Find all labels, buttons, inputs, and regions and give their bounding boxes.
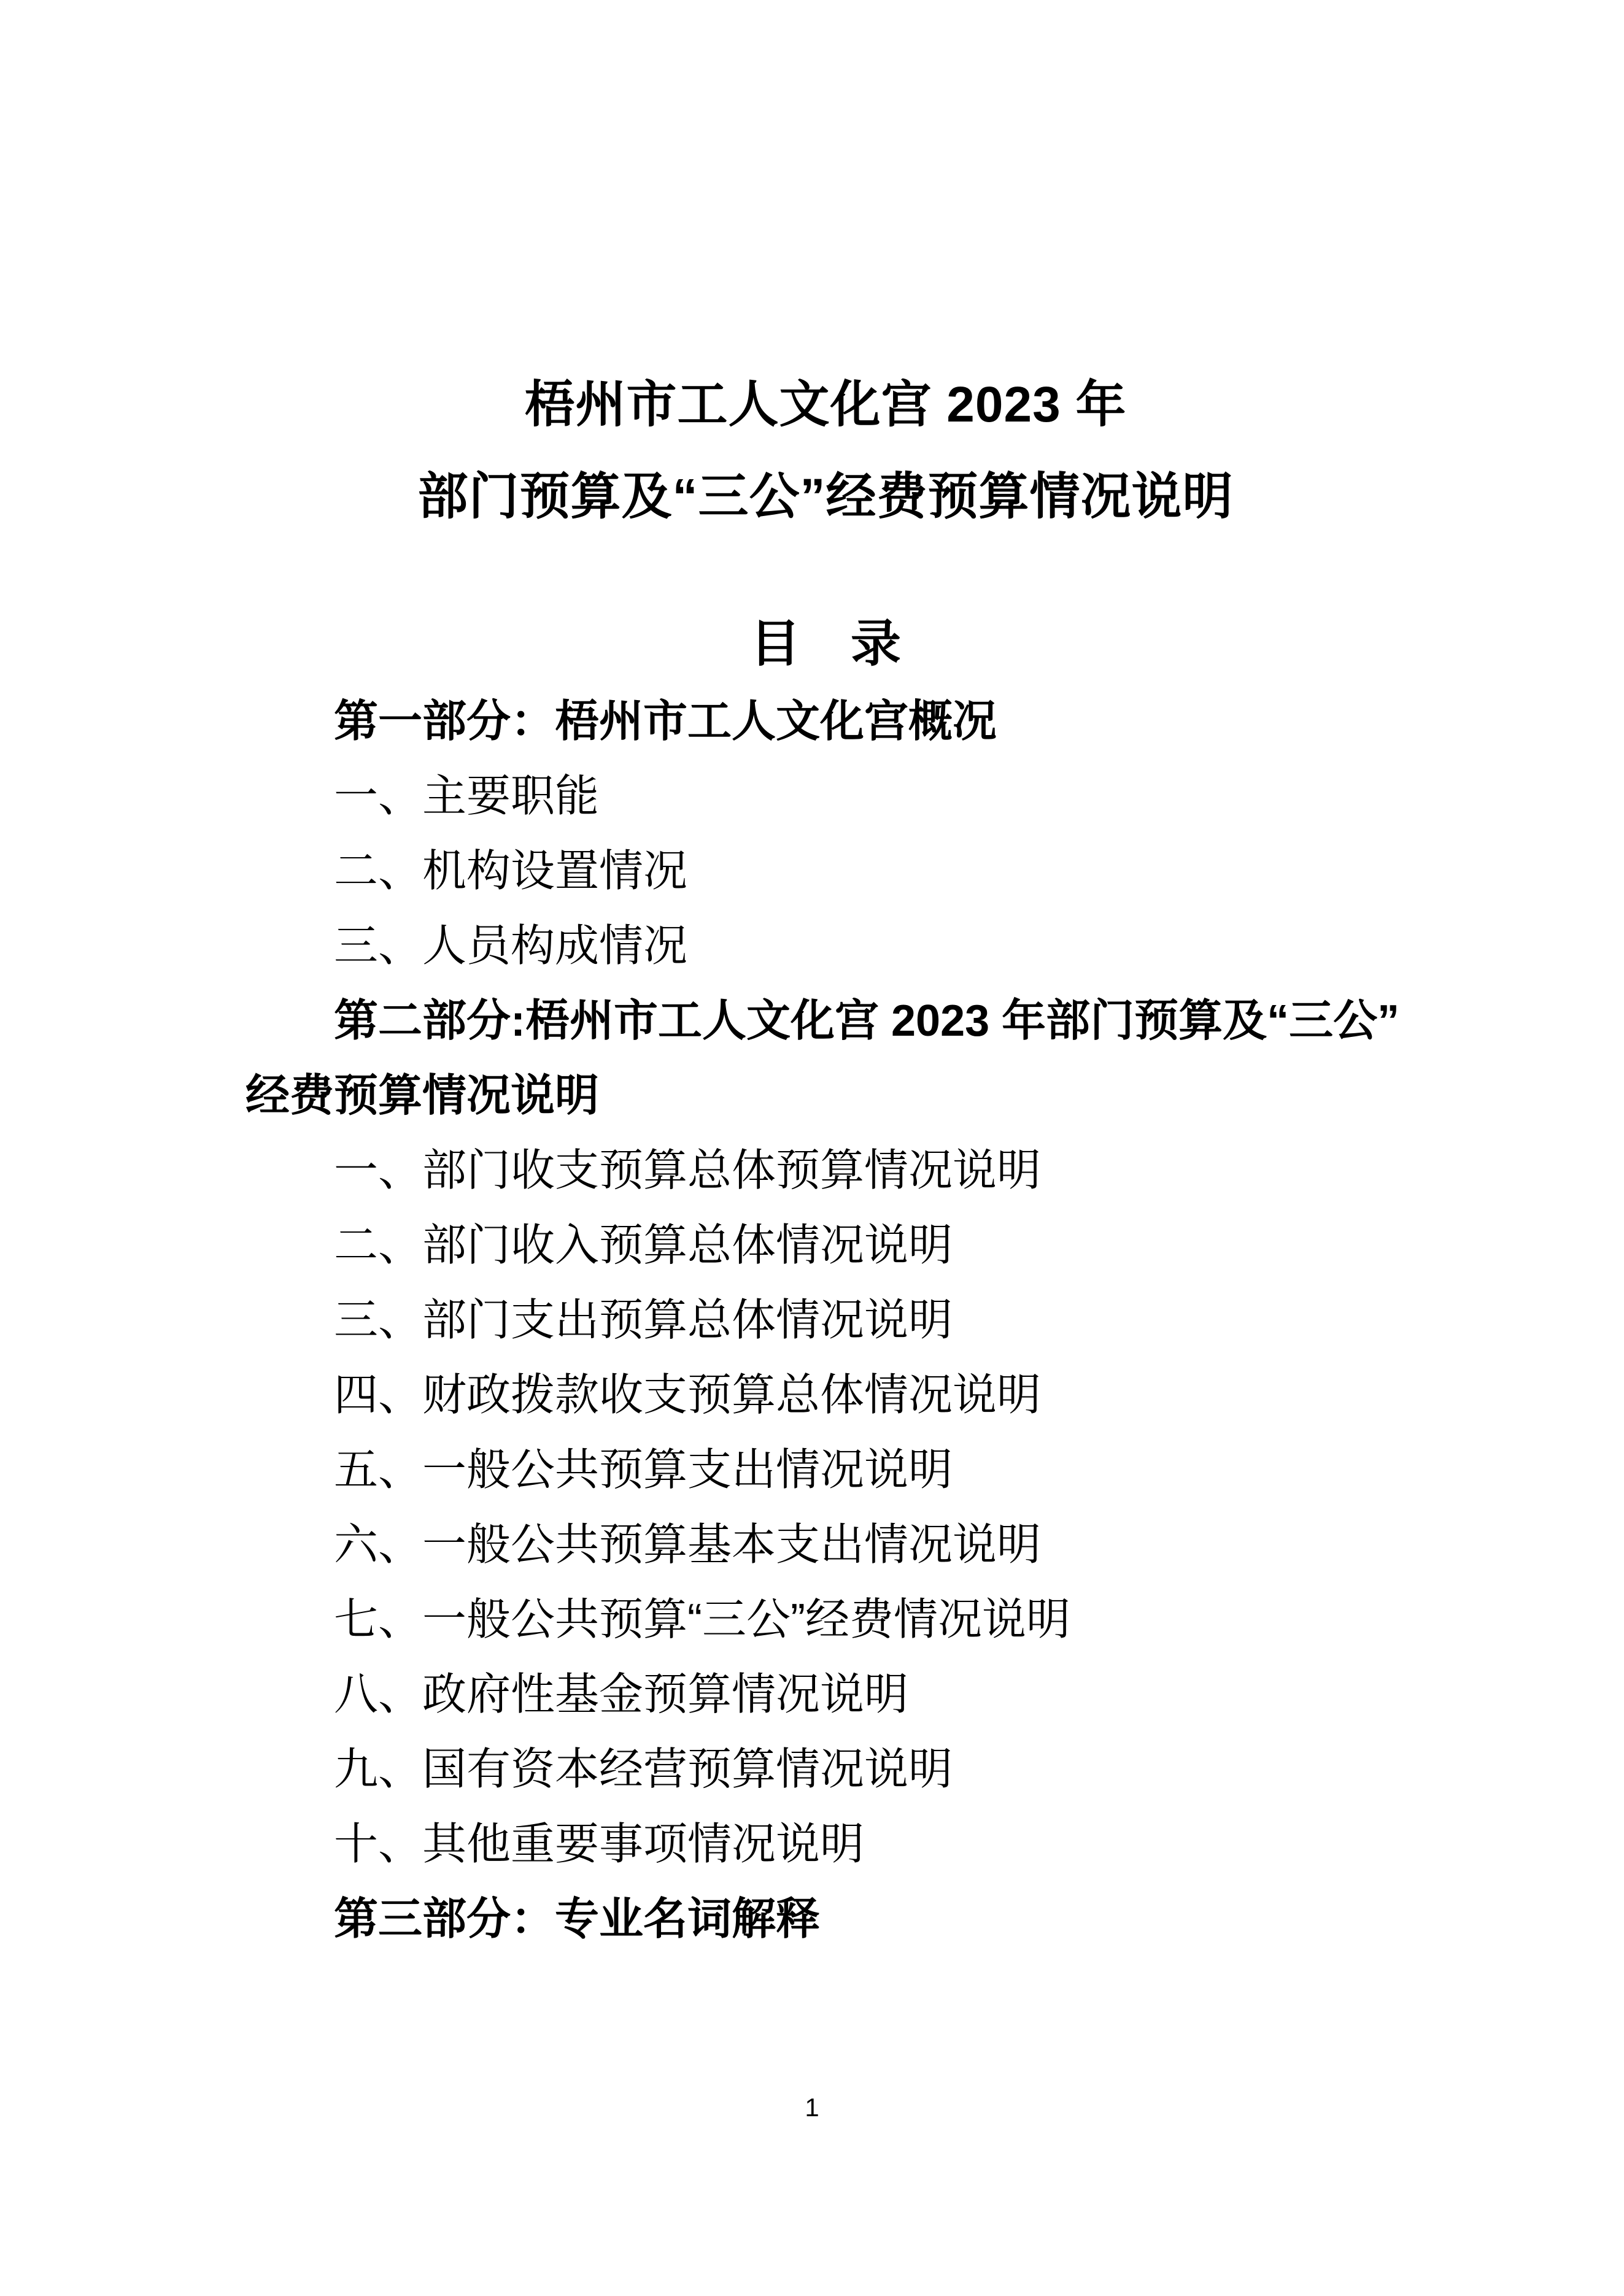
toc-entry: 四、财政拨款收支预算总体情况说明 — [334, 1371, 1042, 1420]
toc-entry: 九、国有资本经营预算情况说明 — [334, 1745, 953, 1794]
toc-entry: 第三部分：专业名词解释 — [334, 1895, 821, 1944]
toc-entry: 五、一般公共预算支出情况说明 — [334, 1446, 953, 1495]
toc-entry: 三、部门支出预算总体情况说明 — [334, 1296, 953, 1345]
toc-list — [246, 684, 1406, 1957]
toc-entry: 十、其他重要事项情况说明 — [334, 1820, 865, 1869]
toc-entry: 第一部分：梧州市工人文化宫概况 — [334, 697, 997, 746]
toc-entry: 八、政府性基金预算情况说明 — [334, 1670, 909, 1719]
toc-entry: 一、部门收支预算总体预算情况说明 — [334, 1146, 1042, 1195]
toc-entry: 六、一般公共预算基本支出情况说明 — [334, 1520, 1042, 1570]
toc-entry: 二、部门收入预算总体情况说明 — [334, 1221, 953, 1270]
toc-entry: 一、主要职能 — [334, 772, 600, 821]
toc-entry: 三、人员构成情况 — [334, 922, 688, 971]
toc-heading: 目 录 — [749, 616, 901, 672]
document-title-line1: 梧州市工人文化宫 2023 年 — [524, 377, 1127, 433]
toc-entry: 第二部分:梧州市工人文化宫 2023 年部门预算及“三公” — [334, 996, 1400, 1046]
page-number: 1 — [805, 2093, 819, 2122]
toc-entry: 经费预算情况说明 — [246, 1071, 600, 1120]
toc-entry: 七、一般公共预算“三公”经费情况说明 — [334, 1595, 1070, 1644]
document-title-line2: 部门预算及“三公”经费预算情况说明 — [417, 469, 1234, 525]
toc-entry: 二、机构设置情况 — [334, 847, 688, 896]
